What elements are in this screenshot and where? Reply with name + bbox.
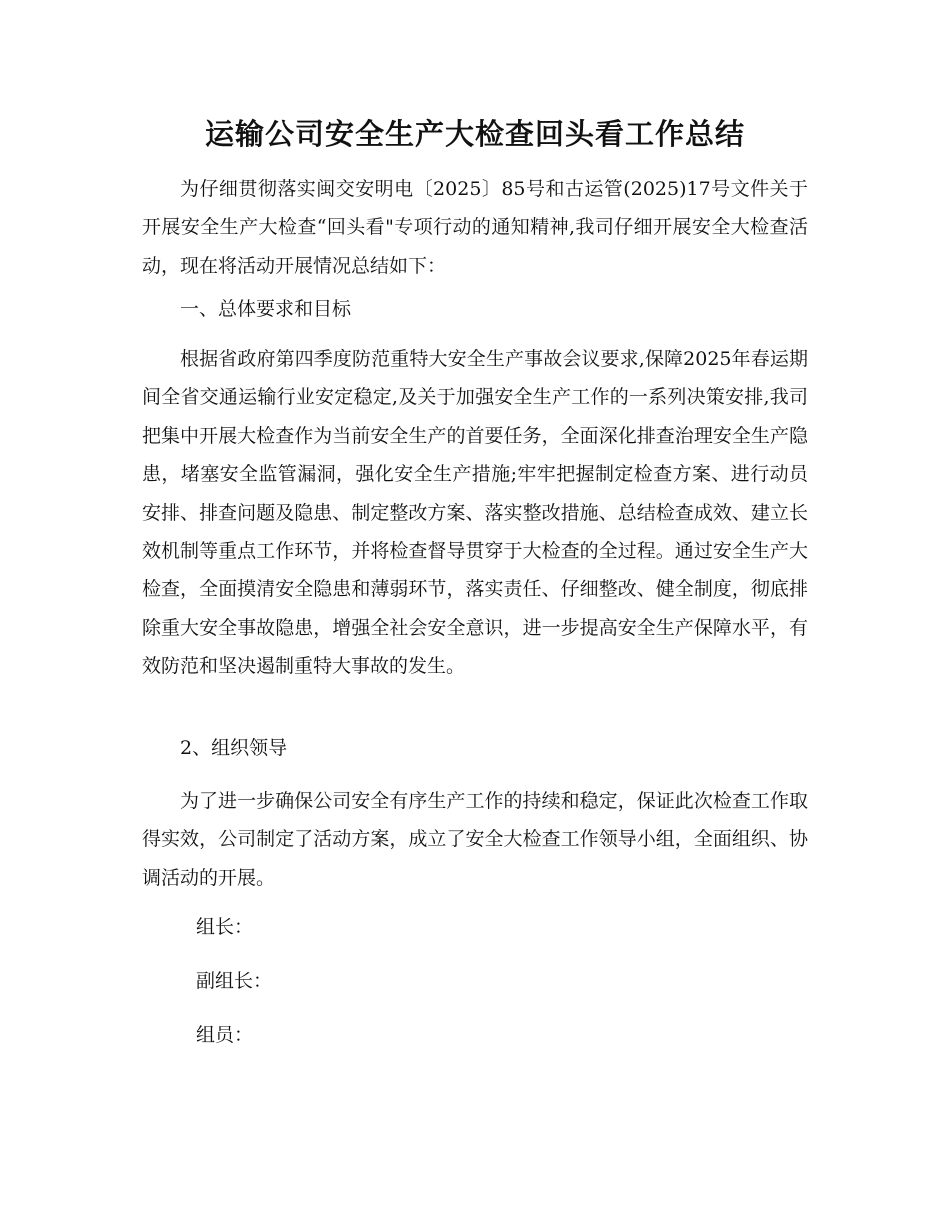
intro-paragraph: 为仔细贯彻落实闽交安明电〔2025〕85号和古运管(2025)17号文件关于开展安全生产大检查“回头看"专项行动的通知精神,我司仔细开展安全大检查活动，现在将活动开展情况总结如下： xyxy=(142,178,808,277)
section2-paragraph: 为了进一步确保公司安全有序生产工作的持续和稳定，保证此次检查工作取得实效，公司制定了活动方案，成立了安全大检查工作领导小组，全面组织、协调活动的开展。 xyxy=(142,790,808,889)
section2-heading: 2、组织领导 xyxy=(180,737,288,759)
roster-members: 组员： xyxy=(196,1024,254,1046)
section1-heading: 一、总体要求和目标 xyxy=(180,298,352,320)
roster-deputy-leader: 副组长： xyxy=(196,970,273,992)
section1-paragraph: 根据省政府第四季度防范重特大安全生产事故会议要求,保障2025年春运期间全省交通运输行业安定稳定,及关于加强安全生产工作的一系列决策安排,我司把集中开展大检查作为当前安全生产的首要任务，全面深化排查治理安全生产隐患，堵塞安全监管漏洞，强化安全生产措施;牢牢把握制定检查方案、进行动员安排、排查问题及隐患、制定整改方案、落实整改措施、总结检查成效、建立长效机制等重点工作环节，并将检查督导贯穿于大检查的全过程。通过安全生产大检查，全面摸清安全隐患和薄弱环节，落实责任、仔细整改、健全制度，彻底排除重大安全事故隐患，增强全社会安全意识，进一步提高安全生产保障水平，有效防范和坚决遏制重特大事故的发生。 xyxy=(142,348,808,678)
document-title: 运输公司安全生产大检查回头看工作总结 xyxy=(204,117,745,151)
roster-leader: 组长： xyxy=(196,916,254,938)
